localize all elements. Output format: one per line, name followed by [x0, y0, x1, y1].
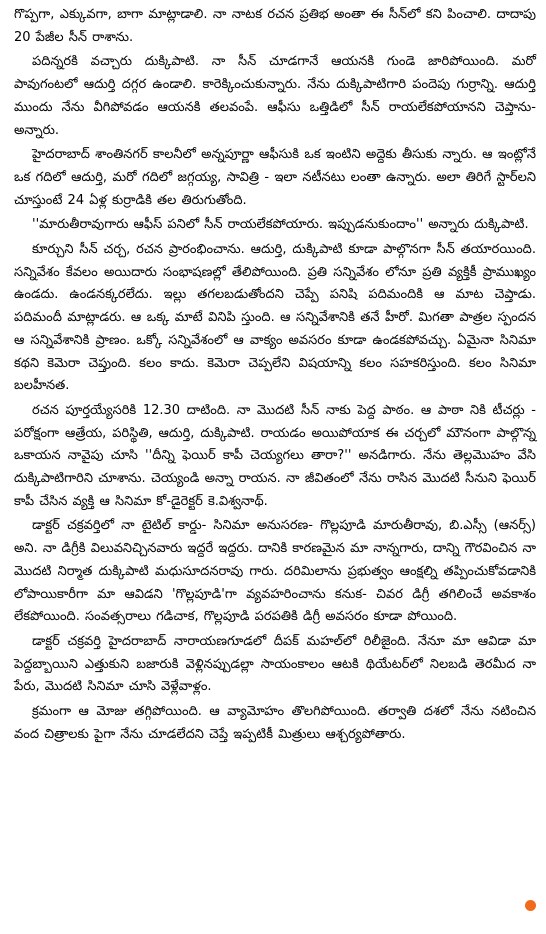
paragraph-8: డాక్టర్ చక్రవర్తి హైదరాబాద్ నారాయణగూడలో దీపక్ మహల్‌లో రిలీజైంది. నేనూ మా ఆవిడా మా పెద్దబ్బాయిని ఎత్తుకుని బజారుకి వెళ్లినప్పుడల్లా సాయంకాలం ఆటకి థియేటర్‌లో నిలబడి తెరమీద నా పేరు, మొదటి సినిమా చూసి వెళ్లేవాళ్లం. [14, 633, 536, 695]
paragraph-4: ''మారుతీరావుగారు ఆఫీస్ పనిలో సీన్ రాయలేకపోయారు. ఇప్పుడనుకుందాం'' అన్నారు దుక్కిపాటి. [32, 217, 529, 233]
paragraph-5: కూర్చుని సీన్ చర్చ, రచన ప్రారంభించాను. ఆదుర్తి, దుక్కిపాటి కూడా పాల్గొనగా సీన్ తయారయింది. సన్నివేశం కేవలం అయిదారు సంభాషణల్లో తేలిపోయింది. ప్రతి సన్నివేశం లోనూ ప్రతి వ్యక్తికీ ప్రాముఖ్యం ఉండదు. ఉండనక్కరలేదు. ఇల్లు తగలబడుతోందని చెప్పే పనిషి పదిమందికి ఆ మాట చెప్తాడు. పదిమందీ మాట్లాడరు. ఆ ఒక్క మాటే వినిపి స్తుంది. ఆ సన్నివేశానికి తనే హీరో. మిగతా పాత్రల స్పందన ఆ సన్నివేశానికి ప్రాణం. ఒక్కో సన్నివేశంలో ఆ వాక్యం అవసరం కూడా ఉండకపోవచ్చు. ఏమైనా సినిమా కథని కెమెరా చెప్తుంది. కలం కాదు. కెమెరా చెప్పలేని విషయాన్ని కలం సహకరిస్తుంది. కలం సినిమా బలహీనత. [14, 242, 536, 394]
paragraph-3: హైదరాబాద్ శాంతినగర్ కాలనీలో అన్నపూర్ణా ఆఫీసుకి ఒక ఇంటిని అద్దెకు తీసుకు న్నారు. ఆ ఇంట్లోనే ఒక గదిలో ఆదుర్తి, మరో గదిలో జగ్గయ్య, సావిత్రి - ఇలా నటీనటు లంతా ఉన్నారు. అలా తిరిగే స్టార్‌లని చూస్తుంటే 24 ఏళ్ల కుర్రాడికి తల తిరుగుతోంది. [14, 147, 536, 208]
paragraph-7: డాక్టర్ చక్రవర్తిలో నా టైటిల్ కార్డు- సినిమా అనుసరణ- గొల్లపూడి మారుతీరావు, బి.ఎస్సీ (ఆనర్స్) అని. నా డిగ్రీకి విలువనిచ్చినవారు ఇద్దరే ఇద్దరు. దానికి కారణమైన మా నాన్నగారు, దాన్ని గౌరవించిన నా మొదటి నిర్మాత దుక్కిపాటి మధుసూదనరావు గారు. దరిమిలాను ప్రభుత్వం ఆంక్షల్ని తప్పించుకోవడానికి లోపాయికారీగా మా ఆవిడని 'గొల్లపూడి'గా వ్యవహరించాను కనుక- చివర డిగ్రీ తగిలించే అవకాశం లేకపోయింది. సంవత్సరాలు గడిచాక, గొల్లపూడి పరపతికి డిగ్రీ అవసరం కూడా పోయింది. [14, 518, 536, 625]
paragraph-9: క్రమంగా ఆ మోజు తగ్గిపోయింది. ఆ వ్యామోహం తొలగిపోయింది. తర్వాతి దశలో నేను నటించిన వంద చిత్రాలకు పైగా నేను చూడలేదని చెప్తే ఇప్పటికీ మిత్రులు ఆశ్చర్యపోతారు. [14, 704, 536, 742]
paragraph-6: రచన పూర్తయ్యేసరికి 12.30 దాటింది. నా మొదటి సీన్ నాకు పెద్ద పాఠం. ఆ పాఠా నికి టీచర్లు - పరోక్షంగా ఆత్రేయ, పరిస్థితి, ఆదుర్తి, దుక్కిపాటి. రాయడం అయిపోయాక ఈ చర్చలో మౌనంగా పాల్గొన్న ఒకాయన నావైపు చూసి ''దీన్ని ఫెయిర్ కాపీ చెయ్యగలు తారా?'' అనడిగారు. నేను తెల్లమొహం వేసి దుక్కిపాటిగారిని చూశాను. చెయ్యండి అన్నా రాయన. నా జీవితంలో నేను రాసిన మొదటి సీనుని ఫెయిర్ కాపీ చేసిన వ్యక్తి ఆ సినిమా కో-డైరెక్టర్ కె.విశ్వనాథ్. [14, 402, 536, 509]
paragraph-2: పదిన్నరకి వచ్చారు దుక్కిపాటి. నా సీన్ చూడగానే ఆయనకి గుండె జారిపోయింది. మరో పావుగంటలో ఆదుర్తి దగ్గర ఉండాలి. కారెక్కించుకున్నారు. నేను దుక్కిపాటిగారి పందెపు గుర్రాన్ని. ఆదుర్తి ముందు నేను వీగిపోవడం ఆయనకి తలవంపే. ఆఫీసు ఒత్తిడిలో సీన్ రాయలేకపోయానని చెప్తాను- అన్నారు. [14, 54, 536, 138]
paragraph-1: గొప్పగా, ఎక్కువగా, బాగా మాట్లాడాలి. నా నాటక రచన ప్రతిభ అంతా ఈ సీన్‌లో కని పించాలి. దాదాపు 20 పేజీల సీన్ రాశాను. [14, 7, 536, 45]
orange-dot-icon [525, 900, 536, 911]
